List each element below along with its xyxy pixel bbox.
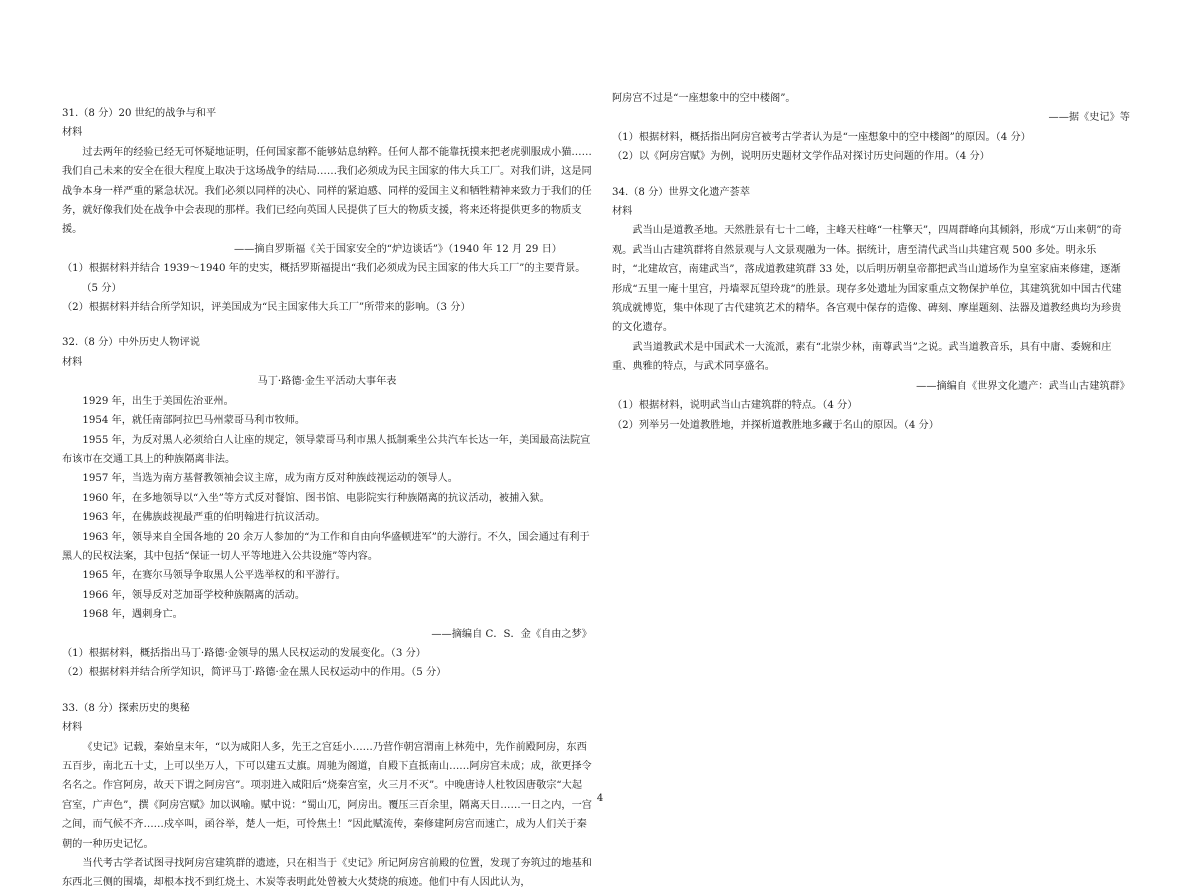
timeline-event: 1965 年，在赛尔马领导争取黑人公平选举权的和平游行。 xyxy=(82,570,346,582)
right-column xyxy=(612,89,1130,435)
question-34-paragraph-2: 武当道教武术是中国武术一大流派，素有“北崇少林，南尊武当”之说。武当道教音乐，具有中庸、委婉和庄重、典雅的特点，与武术同享盛名。 xyxy=(612,341,1112,373)
question-33-title: 33.（8 分）探索历史的奥秘 xyxy=(62,702,190,714)
timeline-event: 1963 年，在佛族歧视最严重的伯明翰进行抗议活动。 xyxy=(82,512,326,524)
timeline-event: 1960 年，在多地领导以“入坐”等方式反对餐馆、图书馆、电影院实行种族隔离的抗议活动，被捕入狱。 xyxy=(82,492,550,504)
question-33-subquestion-2: （2）以《阿房宫赋》为例，说明历史题材文学作品对探讨历史问题的作用。（4 分） xyxy=(612,151,990,163)
question-34-title: 34.（8 分）世界文化遗产荟萃 xyxy=(612,186,750,198)
question-31-subquestion-1: （1）根据材料并结合 1939～1940 年的史实，概括罗斯福提出“我们必须成为民主国家的伟大兵工厂”的主要背景。（5 分） xyxy=(62,263,586,294)
question-33-source: ——据《史记》等 xyxy=(1048,112,1130,124)
question-31-subquestion-2: （2）根据材料并结合所学知识，评美国成为“民主国家伟大兵工厂”所带来的影响。（3 分） xyxy=(62,302,471,314)
question-32 xyxy=(62,333,592,682)
question-32-material-label: 材料 xyxy=(62,356,83,368)
question-32-subquestion-2: （2）根据材料并结合所学知识，简评马丁·路德·金在黑人民权运动中的作用。（5 分） xyxy=(62,667,447,679)
question-31-title: 31.（8 分）20 世纪的战争与和平 xyxy=(62,108,217,119)
question-34-source: ——摘编自《世界文化遗产：武当山古建筑群》 xyxy=(916,380,1130,392)
timeline-event: 1929 年，出生于美国佐治亚州。 xyxy=(82,395,234,407)
question-32-subquestion-1: （1）根据材料，概括指出马丁·路德·金领导的黑人民权运动的发展变化。（3 分） xyxy=(62,647,426,659)
question-33-material-label: 材料 xyxy=(62,722,83,734)
question-31-passage: 过去两年的经验已经无可怀疑地证明，任何国家都不能够姑息纳粹。任何人都不能靠抚摸来把老虎驯服成小猫……我们自己未来的安全在很大程度上取决于这场战争的结局……我们必须成为民主国家的伟大兵工厂。对我们讲，这是同战争本身一样严重的紧急状况。我们必须以同样的决心、同样的紧迫感、同样的爱国主义和牺牲精神来致力于我们的任务，就好像我们处在战争中会表现的那样。我们已经向英国人民提供了巨大的物质支援，将来还将提供更多的物质支援。 xyxy=(62,146,592,236)
question-33-subquestion-1: （1）根据材料，概括指出阿房宫被考古学者认为是“一座想象中的空中楼阁”的原因。（4 分） xyxy=(612,131,1031,143)
question-33-paragraph-1: 《史记》记载，秦始皇末年，“以为咸阳人多，先王之宫廷小……乃营作朝宫渭南上林苑中，先作前殿阿房，东西五百步，南北五十丈，上可以坐万人，下可以建五丈旗。周驰为阁道，自殿下直抵南山……阿房宫未成；成，欲更择令名名之。作宫阿房，故天下谓之阿房宫”。项羽进入咸阳后“烧秦宫室，火三月不灭”。中晚唐诗人杜牧因唐敬宗“大起宫室，广声色”，撰《阿房宫赋》加以讽喻。赋中说：“蜀山兀，阿房出。覆压三百余里，隔离天日……一日之内，一宫之间，而气候不齐……戍卒叫，函谷举，楚人一炬，可怜焦土！”因此赋流传，秦修建阿房宫而速亡，成为人们关于秦朝的一种历史记忆。 xyxy=(62,741,592,850)
question-31 xyxy=(62,104,592,317)
question-34 xyxy=(612,183,1130,435)
question-33-continued: 阿房宫不过是“一座想象中的空中楼阁”。 xyxy=(612,93,796,104)
question-34-subquestion-2: （2）列举另一处道教胜地，并探析道教胜地多藏于名山的原因。（4 分） xyxy=(612,419,939,431)
timeline-event: 1957 年，当选为南方基督教领袖会议主席，成为南方反对种族歧视运动的领导人。 xyxy=(82,473,458,485)
question-34-paragraph-1: 武当山是道教圣地。天然胜景有七十二峰，主峰天柱峰“一柱擎天”，四周群峰向其倾斜，形成“万山来朝”的奇观。武当山古建筑群将自然景观与人文景观融为一体。据统计，唐至清代武当山共建宫观 500 多处。明永乐时，“北建故宫，南建武当”，落成道教建筑群 33 处，以后明历朝皇帝都把武当山道场作为皇室家庙来修建，逐渐形成“五里一庵十里宫，丹墙翠瓦望玲珑”的胜景。现存多处遗址为国家重点文物保护单位，其建筑犹如中国古代建筑成就博览，集中体现了古代建筑艺术的精华。各宫观中保存的造像、碑刻、摩崖题刻、法器及道教经典均为珍贵的文化遗存。 xyxy=(612,225,1122,334)
timeline-event: 1966 年，领导反对芝加哥学校种族隔离的活动。 xyxy=(82,589,306,601)
timeline-event: 1954 年，就任南部阿拉巴马州蒙哥马利市牧师。 xyxy=(82,415,306,427)
question-31-material-label: 材料 xyxy=(62,127,83,139)
question-31-source: ——摘自罗斯福《关于国家安全的“炉边谈话”》（1940 年 12 月 29 日） xyxy=(233,243,562,255)
question-32-title: 32.（8 分）中外历史人物评说 xyxy=(62,337,200,349)
question-32-source: ——摘编自 C．S．金《自由之梦》 xyxy=(431,628,592,640)
timeline-event: 1963 年，领导来自全国各地的 20 余万人参加的“为工作和自由向华盛顿进军”的大游行。不久，国会通过有利于黑人的民权法案，其中包括“保证一切人平等地进入公共设施”等内容。 xyxy=(62,531,590,562)
timeline-event: 1955 年，为反对黑人必须给白人让座的规定，领导蒙哥马利市黑人抵制乘坐公共汽车长达一年，美国最高法院宣布该市在交通工具上的种族隔离非法。 xyxy=(62,434,591,465)
question-32-table-title: 马丁·路德·金生平活动大事年表 xyxy=(257,376,397,388)
question-34-material-label: 材料 xyxy=(612,206,633,218)
page-number: 4 xyxy=(596,793,604,804)
question-34-subquestion-1: （1）根据材料，说明武当山古建筑群的特点。（4 分） xyxy=(612,400,858,412)
left-column xyxy=(62,104,592,893)
timeline-event: 1968 年，遇刺身亡。 xyxy=(82,609,183,621)
question-33-paragraph-2: 当代考古学者试图寻找阿房宫建筑群的遗迹，只在相当于《史记》所记阿房宫前殿的位置，发现了夯筑过的地基和东西北三侧的围墙，却根本找不到红烧土、木炭等表明此处曾被大火焚烧的痕迹。他们中有人因此认为， xyxy=(62,858,592,889)
